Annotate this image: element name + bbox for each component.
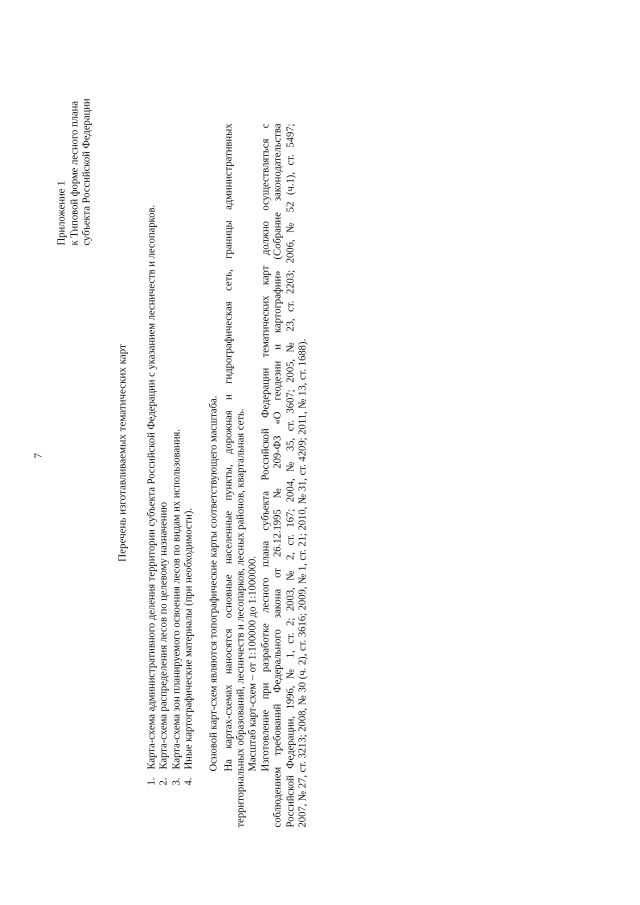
map-content-paragraph (223, 123, 248, 827)
scale-paragraph (247, 123, 259, 827)
page-number: 7 (32, 452, 44, 458)
list-item-text: Карта-схема распределения лесов по целевому назначению (158, 501, 170, 769)
paragraph-line: территориальных образований, лесничеств и лесопарков, лесных районов, квартальная сеть. (235, 408, 247, 827)
appendix-line: к Типовой форме лесного плана (68, 100, 80, 245)
paragraph-line: соблюдением требований Федерального закона от 26.12.1995 № 209-ФЗ «О геодезии и картографии» (Собрание законодательства (272, 123, 284, 827)
document-title: Перечень изготавливаемых тематических карт (116, 343, 128, 562)
list-item-text: Карта-схема административного деления территории субъекта Российской Федерации с указанием лесничеств и лесопарков. (146, 204, 157, 769)
list-item (146, 145, 158, 785)
appendix-header (56, 5, 94, 245)
paragraph-line: Основой карт-схем являются топографические карты соответствующего масштаба. (208, 395, 219, 771)
paragraph-line: Масштаб карт-схем – от 1:100000 до 1:1000000. (247, 555, 258, 771)
basis-paragraph (208, 123, 220, 827)
map-list (146, 145, 196, 785)
appendix-line: Приложение 1 (56, 180, 67, 245)
list-item-number: 1. (146, 777, 157, 785)
list-item (183, 145, 195, 785)
paragraph-line: Российской Федерации, 1996, № 1, ст. 2; 2003, № 2, ст. 167; 2004, № 35, ст. 3607; 2005, № 23, ст. 2203; 2006, № 52 (ч.1), ст. 5497; (284, 123, 296, 827)
paragraph-line: На картах-схемах наносятся основные населенные пункты, дорожная и гидрографическая сеть, границы административных (223, 123, 234, 771)
list-item-text: Иные картографические материалы (при необходимости). (183, 507, 195, 769)
list-item-number: 4. (183, 777, 195, 785)
paragraph-line: Изготовление при разработке лесного плана субъекта Российской Федерации тематических карт должно осуществляться с (260, 123, 271, 771)
list-item (158, 145, 170, 785)
list-item-text: Карта-схема зон планируемого освоения лесов по видам их использования. (170, 428, 182, 769)
list-item-number: 2. (158, 777, 170, 785)
paragraph-line: 2007, № 27, ст. 3213; 2008, № 30 (ч. 2), ст. 3616; 2009, № 1, ст. 21; 2010, № 31, ст. 4209; 2011, № 13, ст. 1688). (297, 338, 309, 827)
appendix-line: субъекта Российской Федерации (81, 97, 93, 245)
list-item-number: 3. (170, 777, 182, 785)
requirements-paragraph (260, 123, 310, 827)
list-item (171, 145, 183, 785)
